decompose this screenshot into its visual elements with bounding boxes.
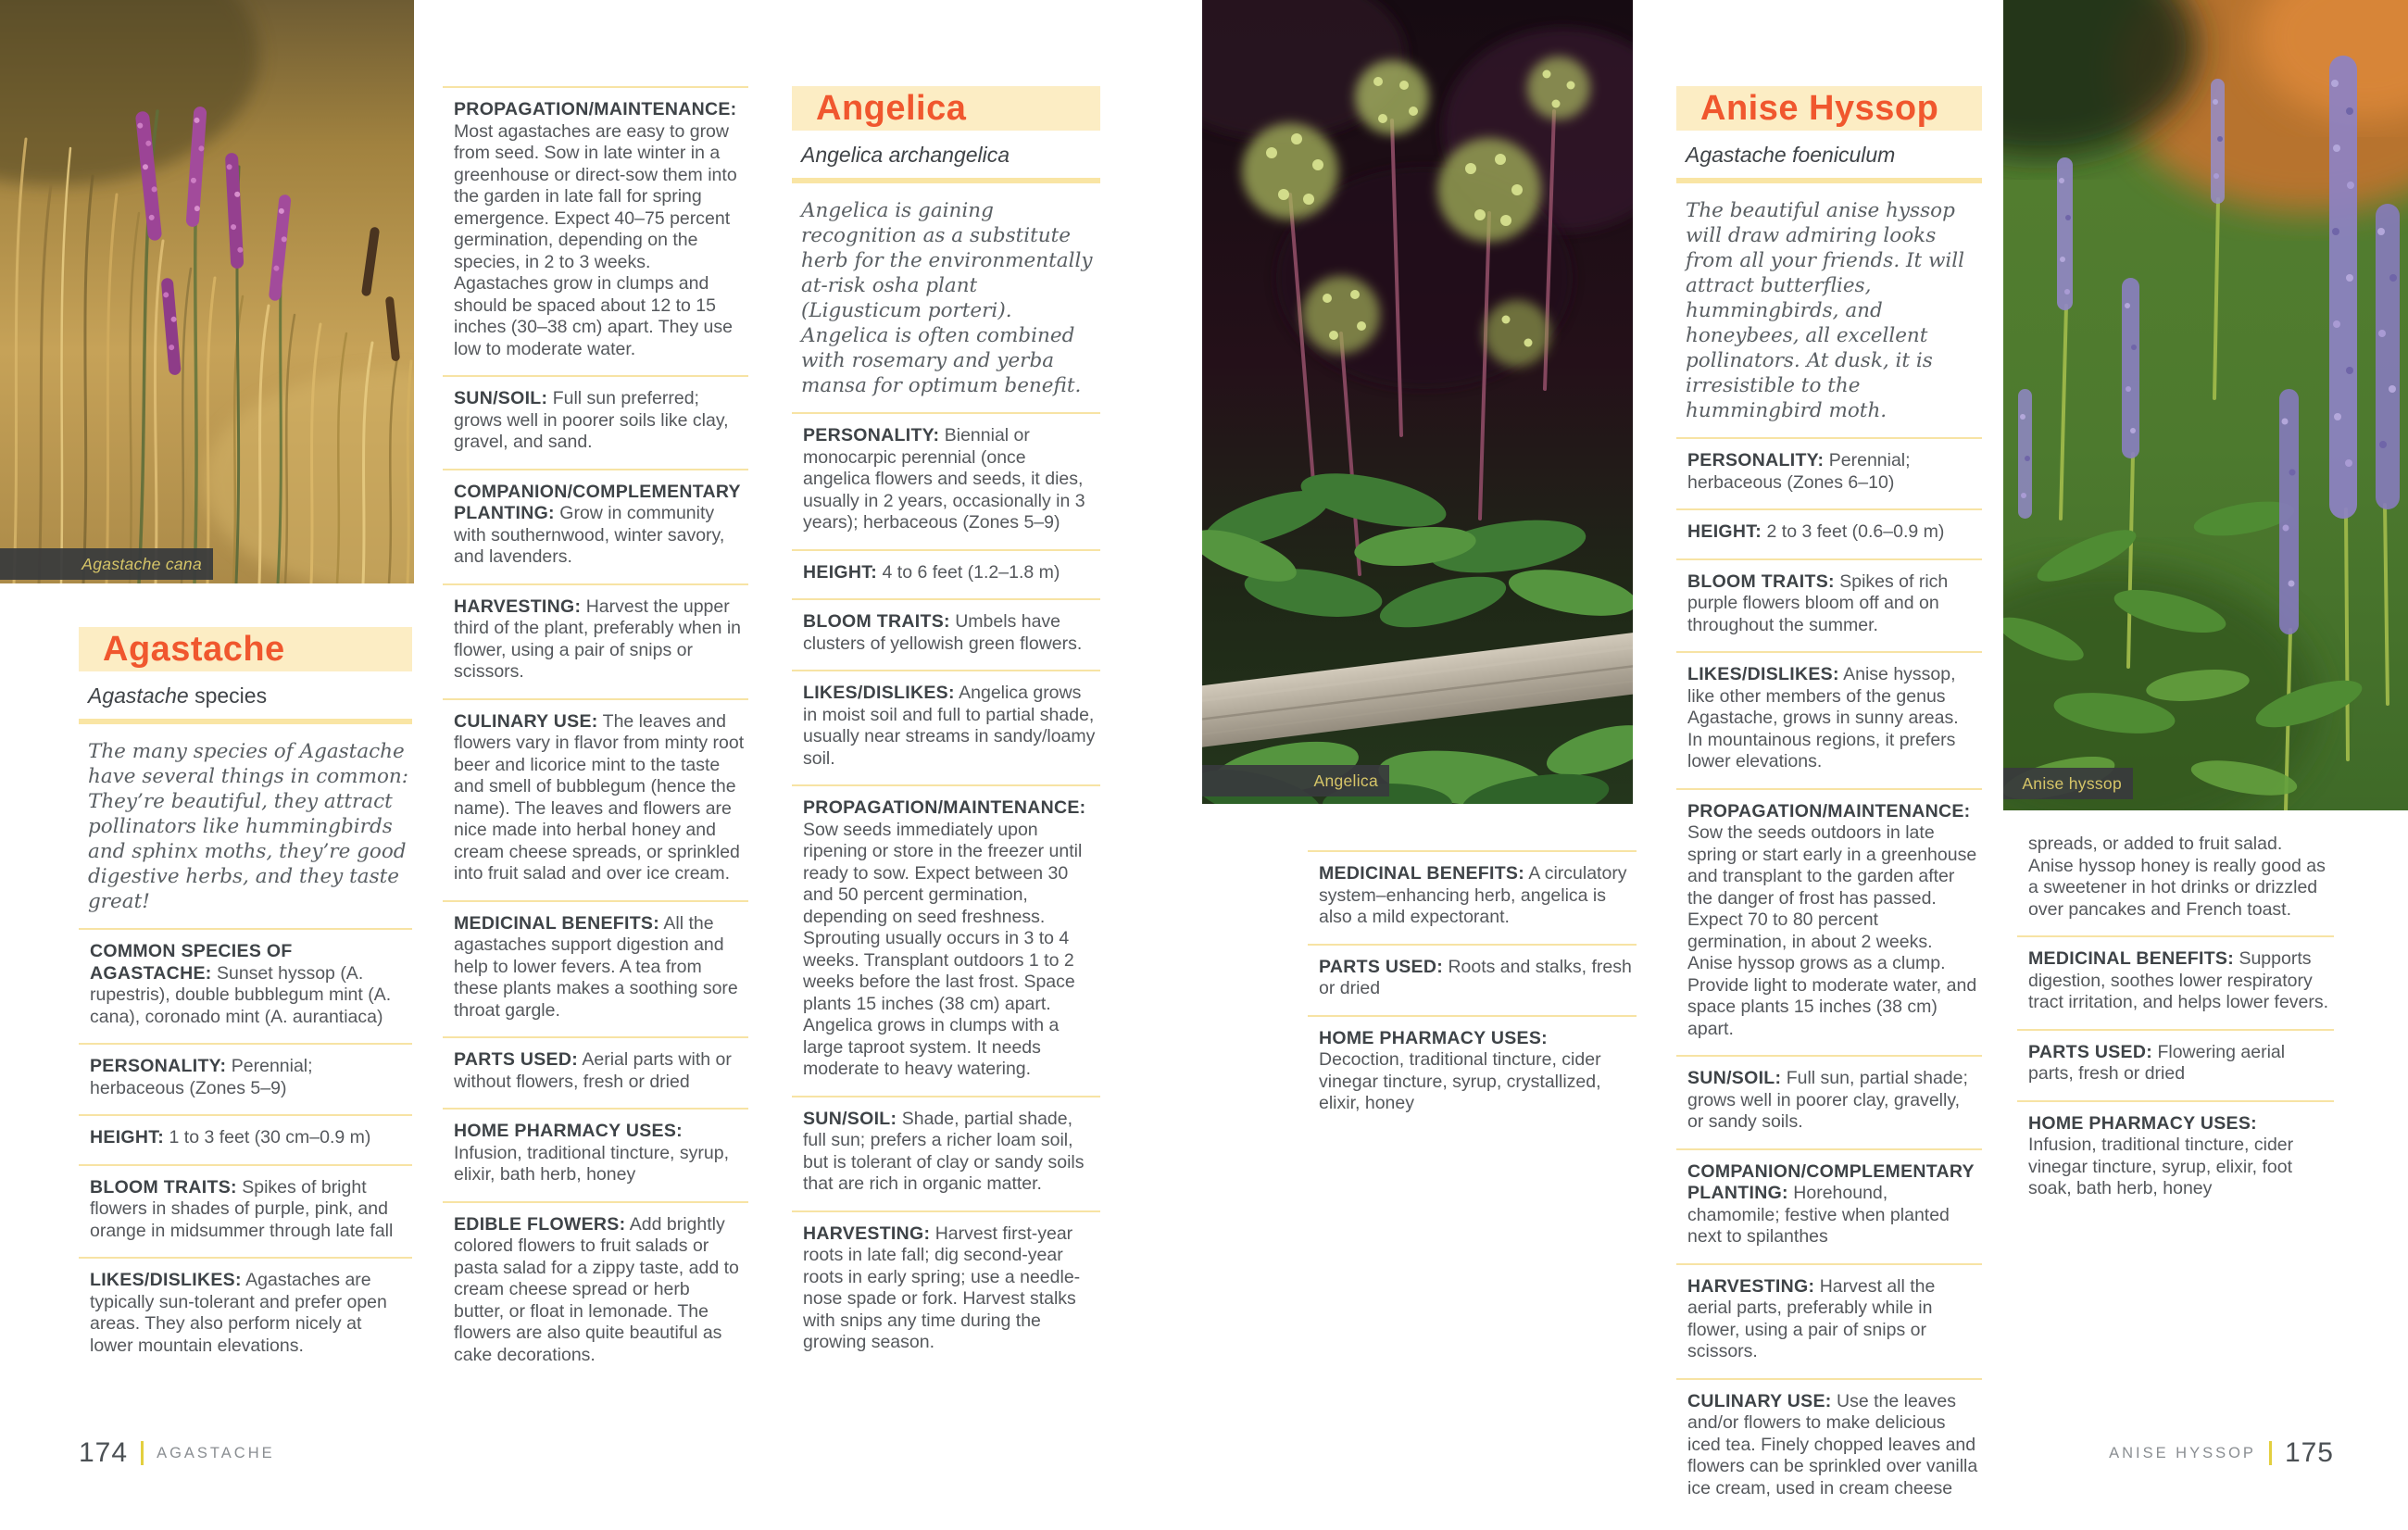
- info-section: [443, 698, 748, 900]
- info-section: [1676, 1263, 1982, 1378]
- section-text: Harvest the upper third of the plant, preferably when in flower, using a pair of snips or scissors.: [454, 596, 742, 682]
- info-section: [1676, 788, 1982, 1056]
- section-label: LIKES/DISLIKES:: [90, 1270, 242, 1290]
- anise-hyssop-species-name: Agastache foeniculum: [1686, 143, 1896, 167]
- anise-hyssop-intro: The beautiful anise hyssop will draw admiring looks from all your friends. It will attract butterflies, hummingbirds, and honeybees, all excellent pollinators. At dusk, it is irresistible to the hummingbird moth.: [1686, 199, 1964, 422]
- info-section: [1676, 1055, 1982, 1148]
- agastache-sections-col2: [443, 86, 748, 1381]
- angelica-photo: [1202, 0, 1633, 804]
- section-text: Add brightly colored flowers to fruit salads or pasta salad for a zippy taste, add to cream cheese spread or herb butter, or float in lemonade. The flowers are also quite beautiful as cake decorations.: [454, 1213, 739, 1365]
- info-section: [1676, 437, 1982, 508]
- section-label: MEDICINAL BENEFITS:: [454, 912, 660, 934]
- info-section: [443, 1108, 748, 1201]
- anise-hyssop-title: Anise Hyssop: [1700, 88, 1939, 128]
- section-label: HOME PHARMACY USES:: [1319, 1027, 1548, 1048]
- section-label: COMMON SPECIES OF AGASTACHE:: [90, 941, 293, 984]
- section-text: Full sun preferred; grows well in poorer soils like clay, gravel, and sand.: [454, 388, 729, 452]
- section-label: COMPANION/COMPLEMENTARY PLANTING:: [454, 481, 741, 523]
- section-label: HARVESTING:: [1687, 1275, 1815, 1297]
- section-label: HARVESTING:: [454, 596, 582, 617]
- section-label: MEDICINAL BENEFITS:: [1319, 863, 1525, 884]
- section-text: Angelica grows in moist soil and full to partial shade, usually near streams in sandy/loamy soil.: [803, 683, 1096, 769]
- section-label: BLOOM TRAITS:: [803, 611, 950, 632]
- section-label: BLOOM TRAITS:: [90, 1176, 237, 1198]
- section-text: Shade, partial shade, full sun; prefers a richer loam soil, but is tolerant of clay or sandy soils that are rich in organic matter.: [803, 1108, 1085, 1194]
- agastache-sections-col1: [79, 928, 412, 1372]
- section-text: Flowering aerial parts, fresh or dried: [2028, 1041, 2286, 1084]
- section-text: Roots and stalks, fresh or dried: [1319, 956, 1632, 998]
- section-label: PROPAGATION/MAINTENANCE:: [1687, 800, 1971, 821]
- agastache-title: Agastache: [103, 629, 285, 669]
- anise-hyssop-entry-column: [1676, 86, 1982, 1514]
- section-label: LIKES/DISLIKES:: [1687, 664, 1839, 684]
- thick-rule: [792, 178, 1100, 183]
- info-section: [792, 412, 1100, 549]
- section-text: Perennial; herbaceous (Zones 5–9): [90, 1056, 313, 1098]
- anise-hyssop-continued-column: [2017, 834, 2334, 1215]
- info-section: [79, 1164, 412, 1258]
- section-text: Spikes of bright flowers in shades of purple, pink, and orange in midsummer through late fall: [90, 1176, 394, 1241]
- section-text: Umbels have clusters of yellowish green flowers.: [803, 611, 1083, 654]
- section-text: Spikes of rich purple flowers bloom off and on throughout the summer.: [1687, 571, 1949, 635]
- section-label: LIKES/DISLIKES:: [803, 683, 955, 703]
- info-section: [1308, 1015, 1637, 1130]
- info-section: [1676, 508, 1982, 558]
- section-text: The leaves and flowers vary in flavor from minty root beer and licorice mint to the taste and smell of bubblegum (hence the name). The leaves and flowers are nice made into herbal honey and cream cheese spreads, or sprinkled into fruit salad and over ice cream.: [454, 710, 745, 884]
- info-section: [443, 583, 748, 698]
- section-text: Harvest first-year roots in late fall; dig second-year roots in early spring; use a needle-nose spade or fork. Harvest stalks with snips any time during the growing season.: [803, 1223, 1081, 1352]
- info-section: [2017, 1029, 2334, 1100]
- info-section: [2017, 1100, 2334, 1215]
- info-section: [443, 1201, 748, 1382]
- section-text: Perennial; herbaceous (Zones 6–10): [1687, 450, 1911, 493]
- section-text: Anise hyssop, like other members of the genus Agastache, grows in sunny areas. In mountainous regions, it prefers lower elevations.: [1687, 664, 1959, 771]
- agastache-species-name: Agastache species: [88, 683, 268, 708]
- info-section: [2017, 935, 2334, 1029]
- section-label: COMPANION/COMPLEMENTARY PLANTING:: [1687, 1160, 1975, 1203]
- section-label: SUN/SOIL:: [1687, 1068, 1782, 1088]
- angelica-intro: Angelica is gaining recognition as a substitute herb for the environmentally at-risk osha plant (Ligusticum porteri). Angelica is often combined with rosemary and yerba mansa for optimum benefit.: [801, 199, 1093, 397]
- section-text: Grow in community with southernwood, winter savory, and lavenders.: [454, 503, 725, 567]
- angelica-entry-column: [792, 86, 1100, 1369]
- angelica-title: Angelica: [816, 88, 967, 128]
- agastache-photo: [0, 0, 414, 583]
- info-section: [1676, 651, 1982, 788]
- left-running-head: AGASTACHE: [157, 1444, 275, 1461]
- info-section: [792, 598, 1100, 670]
- section-label: SUN/SOIL:: [803, 1108, 897, 1129]
- section-text: Harvest all the aerial parts, preferably while in flower, using a pair of snips or scissors.: [1687, 1275, 1936, 1361]
- agastache-photo-image: [0, 0, 414, 583]
- section-label: PARTS USED:: [2028, 1041, 2153, 1062]
- anise-hyssop-photo-image: [2003, 0, 2408, 810]
- section-text: 1 to 3 feet (30 cm–0.9 m): [169, 1127, 371, 1148]
- info-section: [792, 549, 1100, 599]
- info-section: [1308, 944, 1637, 1015]
- info-section: [443, 375, 748, 469]
- info-section: [443, 86, 748, 375]
- left-page-footer: [79, 1437, 275, 1469]
- section-text: Aerial parts with or without flowers, fresh or dried: [454, 1049, 732, 1092]
- section-text: Agastaches are typically sun-tolerant and prefer open areas. They also perform nicely at lower mountain elevations.: [90, 1270, 387, 1356]
- anise-hyssop-sections-main: [1676, 437, 1982, 1514]
- section-label: PARTS USED:: [454, 1049, 579, 1070]
- section-label: SUN/SOIL:: [454, 388, 548, 408]
- agastache-continued-column: [443, 86, 748, 1381]
- section-text: Biennial or monocarpic perennial (once angelica flowers and seeds, it dies, usually in 2 years, occasionally in 3 years); herbaceous (Zones 5–9): [803, 425, 1085, 533]
- right-page-number: 175: [2284, 1437, 2334, 1468]
- right-running-head: ANISE HYSSOP: [2109, 1444, 2256, 1461]
- section-label: PROPAGATION/MAINTENANCE:: [803, 797, 1086, 818]
- section-label: PERSONALITY:: [803, 425, 940, 445]
- agastache-title-band: [79, 627, 412, 671]
- info-section: [1676, 1378, 1982, 1515]
- section-text: Use the leaves and/or flowers to make delicious iced tea. Finely chopped leaves and flowers can be sprinkled over vanilla ice cream, used in cream cheese: [1687, 1390, 1978, 1499]
- section-text: Infusion, traditional tincture, syrup, elixir, bath herb, honey: [454, 1142, 729, 1185]
- info-section: [443, 1036, 748, 1108]
- photo-caption-agastache: Agastache cana: [0, 548, 213, 580]
- section-text: Infusion, traditional tincture, cider vinegar tincture, syrup, elixir, foot soak, bath herb, honey: [2028, 1135, 2294, 1198]
- angelica-photo-image: [1202, 0, 1633, 804]
- anise-hyssop-photo: [2003, 0, 2408, 810]
- thick-rule: [79, 719, 412, 724]
- section-label: PARTS USED:: [1319, 956, 1444, 977]
- agastache-intro: The many species of Agastache have several things in common: They’re beautiful, they attract pollinators like hummingbirds and sphinx moths, they’re good digestive herbs, and they taste great!: [88, 740, 408, 913]
- info-section: [79, 1114, 412, 1164]
- info-section: [2017, 834, 2334, 935]
- section-text: Decoction, traditional tincture, cider vinegar tincture, syrup, crystallized, elixir, honey: [1319, 1049, 1601, 1113]
- section-label: HARVESTING:: [803, 1223, 931, 1244]
- section-label: MEDICINAL BENEFITS:: [2028, 948, 2235, 969]
- section-label: BLOOM TRAITS:: [1687, 571, 1835, 592]
- info-section: [1676, 1148, 1982, 1263]
- section-text: Horehound, chamomile; festive when planted next to spilanthes: [1687, 1183, 1950, 1247]
- info-section: [79, 1257, 412, 1372]
- angelica-sections-main: [792, 412, 1100, 1369]
- section-label: PERSONALITY:: [1687, 450, 1825, 470]
- info-section: [792, 670, 1100, 784]
- section-label: HEIGHT:: [90, 1127, 165, 1148]
- section-text: Sow seeds immediately upon ripening or store in the freezer until ready to sow. Expect between 30 and 50 percent germination, depending on seed freshness. Sprouting usually occurs in 3 to 4 weeks. Transplant outdoors 1 to 2 weeks before the last frost. Space plants 15 inches (38 cm) apart. Angelica grows in clumps with a large taproot system. It needs moderate to heavy watering.: [803, 819, 1083, 1079]
- section-text: 4 to 6 feet (1.2–1.8 m): [882, 561, 1060, 583]
- info-section: [792, 1210, 1100, 1369]
- agastache-entry-column: [79, 627, 412, 1372]
- info-section: [79, 928, 412, 1043]
- info-section: [443, 469, 748, 583]
- info-section: [443, 900, 748, 1037]
- angelica-title-band: [792, 86, 1100, 131]
- section-text: A circulatory system–enhancing herb, angelica is also a mild expectorant.: [1319, 863, 1627, 927]
- anise-hyssop-sections-continued: [2017, 834, 2334, 1215]
- section-label: CULINARY USE:: [454, 710, 598, 732]
- section-label: PERSONALITY:: [90, 1056, 227, 1076]
- footer-divider-bar: [141, 1441, 144, 1465]
- section-text: All the agastaches support digestion and help to lower fevers. A tea from these plants makes a soothing sore throat gargle.: [454, 912, 738, 1021]
- angelica-sections-continued: [1308, 850, 1637, 1130]
- section-text: Supports digestion, soothes lower respiratory tract irritation, and helps lower fevers.: [2028, 948, 2329, 1012]
- section-text: spreads, or added to fruit salad. Anise hyssop honey is really good as a sweetener in hot drinks or drizzled over pancakes and French toast.: [2028, 834, 2326, 920]
- anise-hyssop-title-band: [1676, 86, 1982, 131]
- info-section: [1676, 558, 1982, 652]
- info-section: [1308, 850, 1637, 944]
- section-text: Sunset hyssop (A. rupestris), double bubblegum mint (A. cana), coronado mint (A. aurantiaca): [90, 962, 392, 1027]
- section-text: Sow the seeds outdoors in late spring or start early in a greenhouse and transplant to the garden after the danger of frost has passed. Expect 70 to 80 percent germination, in about 2 weeks. Anise hyssop grows as a clump. Provide light to moderate water, and space plants 15 inches (38 cm) apart.: [1687, 822, 1977, 1039]
- right-page-footer: [2017, 1437, 2334, 1469]
- angelica-species-name: Angelica archangelica: [801, 143, 1010, 167]
- info-section: [792, 784, 1100, 1096]
- section-label: CULINARY USE:: [1687, 1390, 1832, 1411]
- angelica-continued-column: [1308, 850, 1637, 1130]
- photo-caption-anise-hyssop: Anise hyssop: [2003, 768, 2133, 799]
- section-label: HEIGHT:: [803, 561, 878, 583]
- section-text: Full sun, partial shade; grows well in poorer clay, gravelly, or sandy soils.: [1687, 1068, 1968, 1132]
- section-text: Most agastaches are easy to grow from seed. Sow in late winter in a greenhouse or direct-sow them into the garden in late fall for spring emergence. Expect 40–75 percent germination, depending on the species, in 2 to 3 weeks. Agastaches grow in clumps and should be spaced about 12 to 15 inches (30–38 cm) apart. They use low to moderate water.: [454, 120, 737, 359]
- footer-divider-bar: [2269, 1441, 2272, 1465]
- section-label: EDIBLE FLOWERS:: [454, 1213, 626, 1235]
- section-label: HEIGHT:: [1687, 521, 1762, 542]
- info-section: [792, 1096, 1100, 1210]
- section-label: HOME PHARMACY USES:: [2028, 1112, 2257, 1134]
- section-text: 2 to 3 feet (0.6–0.9 m): [1766, 521, 1945, 542]
- section-label: PROPAGATION/MAINTENANCE:: [454, 99, 737, 119]
- thick-rule: [1676, 178, 1982, 183]
- photo-caption-angelica: Angelica: [1202, 765, 1389, 796]
- left-page-number: 174: [79, 1437, 129, 1468]
- section-label: HOME PHARMACY USES:: [454, 1121, 683, 1141]
- info-section: [79, 1043, 412, 1114]
